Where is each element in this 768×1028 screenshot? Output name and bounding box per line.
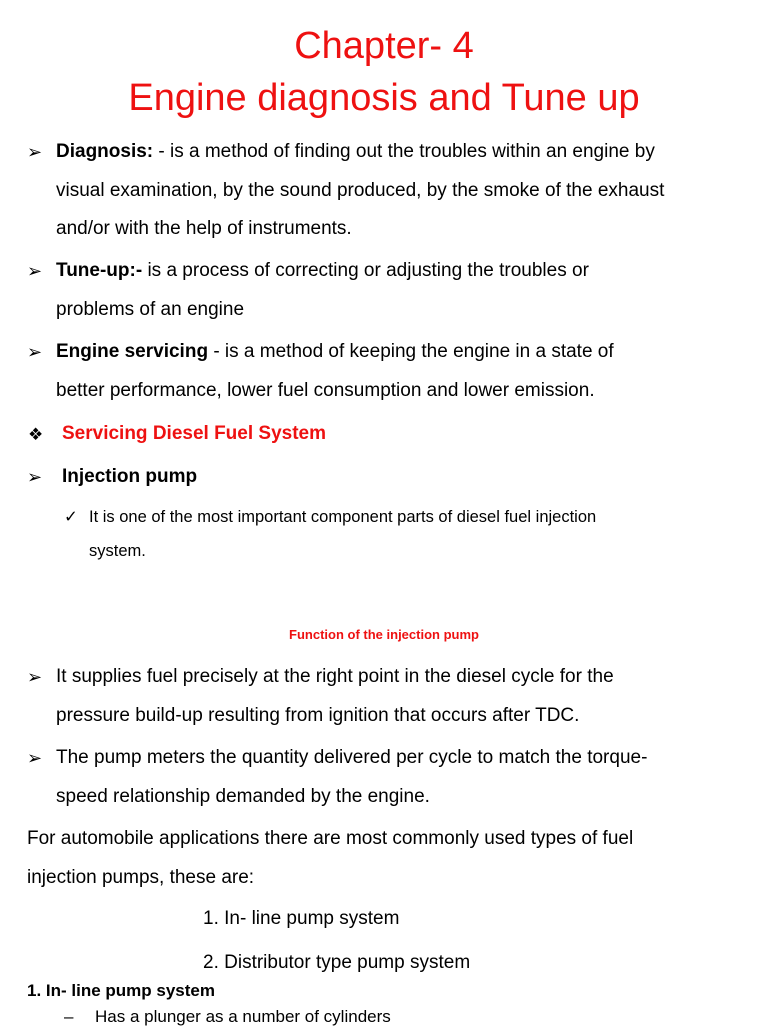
function-item: pressure build-up resulting from ignition that occurs after TDC. (56, 705, 580, 726)
check-item-text: It is one of the most important component parts of diesel fuel injection (89, 508, 597, 526)
definition-term: Engine servicing (56, 341, 209, 362)
definition-term: Diagnosis: (56, 141, 154, 162)
type-item: 2. Distributor type pump system (203, 952, 471, 973)
check-item-text: system. (89, 542, 146, 560)
diamond-bullet-icon: ❖ (28, 425, 44, 444)
definition-text: visual examination, by the sound produced, by the smoke of the exhaust (56, 180, 665, 201)
definition-diagnosis (56, 133, 655, 172)
definition-engine-servicing (56, 333, 614, 372)
definition-text: - is a method of keeping the engine in a state of (208, 341, 614, 362)
section-heading: Servicing Diesel Fuel System (62, 423, 327, 444)
subsection-heading: Injection pump (62, 466, 198, 487)
definition-text: is a process of correcting or adjusting the troubles or (142, 260, 589, 281)
chapter-title: Chapter- 4 (294, 25, 474, 67)
check-icon: ✓ (64, 508, 78, 526)
types-intro: For automobile applications there are most commonly used types of fuel (27, 828, 634, 849)
definition-term: Tune-up:- (56, 260, 143, 281)
type-item: 1. In- line pump system (203, 908, 400, 929)
arrow-bullet-icon: ➢ (27, 667, 43, 687)
function-item: speed relationship demanded by the engine. (56, 786, 430, 807)
types-intro: injection pumps, these are: (27, 867, 255, 888)
inline-section-heading: 1. In- line pump system (27, 981, 215, 1000)
definition-text: better performance, lower fuel consumption and lower emission. (56, 380, 595, 401)
definition-text: problems of an engine (56, 299, 245, 320)
function-caption: Function of the injection pump (289, 627, 479, 642)
arrow-bullet-icon: ➢ (27, 748, 43, 768)
arrow-bullet-icon: ➢ (27, 467, 43, 487)
function-item: The pump meters the quantity delivered per cycle to match the torque- (56, 747, 648, 768)
definition-text: - is a method of finding out the troubles within an engine by (153, 141, 655, 162)
page-title: Engine diagnosis and Tune up (128, 77, 640, 119)
arrow-bullet-icon: ➢ (27, 261, 43, 281)
dash-bullet-icon: – (64, 1007, 74, 1026)
definition-tune-up (56, 252, 589, 291)
function-item: It supplies fuel precisely at the right point in the diesel cycle for the (56, 666, 614, 687)
definition-text: and/or with the help of instruments. (56, 218, 352, 239)
arrow-bullet-icon: ➢ (27, 342, 43, 362)
inline-item: Has a plunger as a number of cylinders (95, 1007, 391, 1026)
arrow-bullet-icon: ➢ (27, 142, 43, 162)
